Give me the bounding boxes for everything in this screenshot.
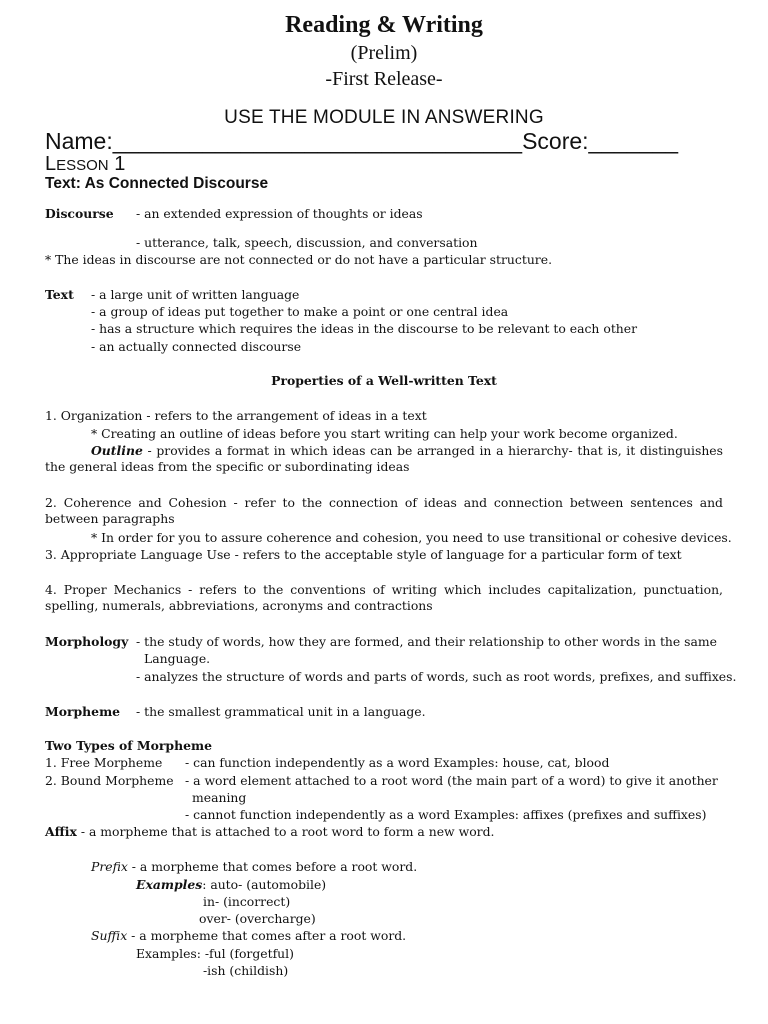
- outline-term: Outline: [91, 443, 143, 458]
- suffix-def: - a morpheme that comes after a root word.: [127, 928, 407, 943]
- affix-line: [45, 824, 494, 840]
- prefix-term: Prefix: [91, 859, 128, 874]
- properties-heading: Properties of a Well-written Text: [271, 373, 497, 388]
- bound-morpheme-def-1: - a word element attached to a root word (the main part of a word) to give it another: [185, 773, 718, 788]
- suffix-example-2: -ish (childish): [203, 963, 289, 978]
- name-score-line: Name:________________________________Score:_______: [45, 128, 679, 154]
- text-def-3: - has a structure which requires the ideas in the discourse to be relevant to each other: [91, 321, 638, 336]
- text-def-1: - a large unit of written language: [91, 287, 300, 302]
- bound-morpheme-label: 2. Bound Morpheme: [45, 773, 174, 788]
- affix-term: Affix: [45, 824, 77, 839]
- lesson-title: Text: As Connected Discourse: [45, 175, 269, 192]
- morpheme-def: - the smallest grammatical unit in a language.: [136, 704, 426, 719]
- organization-note: * Creating an outline of ideas before you start writing can help your work become organized.: [91, 426, 678, 441]
- document-title: Reading & Writing: [285, 12, 483, 38]
- morphology-def-2: - analyzes the structure of words and parts of words, such as root words, prefixes, and suffixes.: [136, 669, 737, 684]
- prefix-example-3: over- (overcharge): [199, 911, 316, 926]
- instruction-heading: USE THE MODULE IN ANSWERING: [224, 107, 544, 128]
- free-morpheme-label: 1. Free Morpheme: [45, 755, 163, 770]
- prefix-examples: [136, 877, 326, 893]
- morpheme-term: Morpheme: [45, 704, 121, 719]
- release-label: -First Release-: [325, 68, 443, 90]
- coherence-note: * In order for you to assure coherence and cohesion, you need to use transitional or cohesive devices.: [91, 530, 732, 545]
- prefix-line: [91, 859, 417, 875]
- types-heading: Two Types of Morpheme: [45, 738, 212, 753]
- morphology-def-1-cont: Language.: [144, 651, 211, 666]
- morphology-def-1: - the study of words, how they are formed, and their relationship to other words in the same: [136, 634, 718, 649]
- suffix-term: Suffix: [91, 928, 128, 943]
- document-subtitle: (Prelim): [350, 42, 418, 64]
- morphology-term: Morphology: [45, 634, 129, 649]
- free-morpheme-def: - can function independently as a word Examples: house, cat, blood: [185, 755, 610, 770]
- prefix-def: - a morpheme that comes before a root word.: [127, 859, 418, 874]
- text-def-4: - an actually connected discourse: [91, 339, 302, 354]
- property-organization: 1. Organization - refers to the arrangement of ideas in a text: [45, 408, 427, 423]
- discourse-note: * The ideas in discourse are not connected or do not have a particular structure.: [45, 252, 553, 267]
- text-def-2: - a group of ideas put together to make a point or one central idea: [91, 304, 509, 319]
- suffix-line: [91, 928, 406, 944]
- outline-paragraph: [45, 443, 723, 475]
- text-term: Text: [45, 287, 74, 302]
- discourse-term: Discourse: [45, 206, 114, 221]
- prefix-example-2: in- (incorrect): [203, 894, 291, 909]
- suffix-example-1: Examples: -ful (forgetful): [136, 946, 294, 961]
- lesson-number: 1: [108, 153, 126, 175]
- property-language-use: 3. Appropriate Language Use - refers to the acceptable style of language for a particular form of text: [45, 547, 682, 562]
- lesson-smallcaps: ESSON: [56, 157, 109, 174]
- property-mechanics: 4. Proper Mechanics - refers to the conventions of writing which includes capitalization, punctuation, spelling, numerals, abbreviations, acronyms and contractions: [45, 582, 723, 613]
- prefix-example-1: : auto- (automobile): [202, 877, 327, 892]
- bound-morpheme-def-2: - cannot function independently as a word Examples: affixes (prefixes and suffixes): [185, 807, 707, 822]
- lesson-heading: [45, 153, 125, 176]
- prefix-examples-label: Examples: [136, 877, 203, 892]
- lesson-initial: L: [45, 153, 57, 175]
- property-coherence: 2. Coherence and Cohesion - refer to the connection of ideas and connection between sentences and between paragraphs: [45, 495, 723, 526]
- discourse-def-1: - an extended expression of thoughts or ideas: [136, 206, 423, 221]
- bound-morpheme-def-1-cont: meaning: [192, 790, 247, 805]
- discourse-def-2: - utterance, talk, speech, discussion, and conversation: [136, 235, 478, 250]
- outline-definition: - provides a format in which ideas can be arranged in a hierarchy- that is, it distinguishes the general ideas from the specific or subordinating ideas: [45, 443, 723, 474]
- affix-def: - a morpheme that is attached to a root word to form a new word.: [76, 824, 495, 839]
